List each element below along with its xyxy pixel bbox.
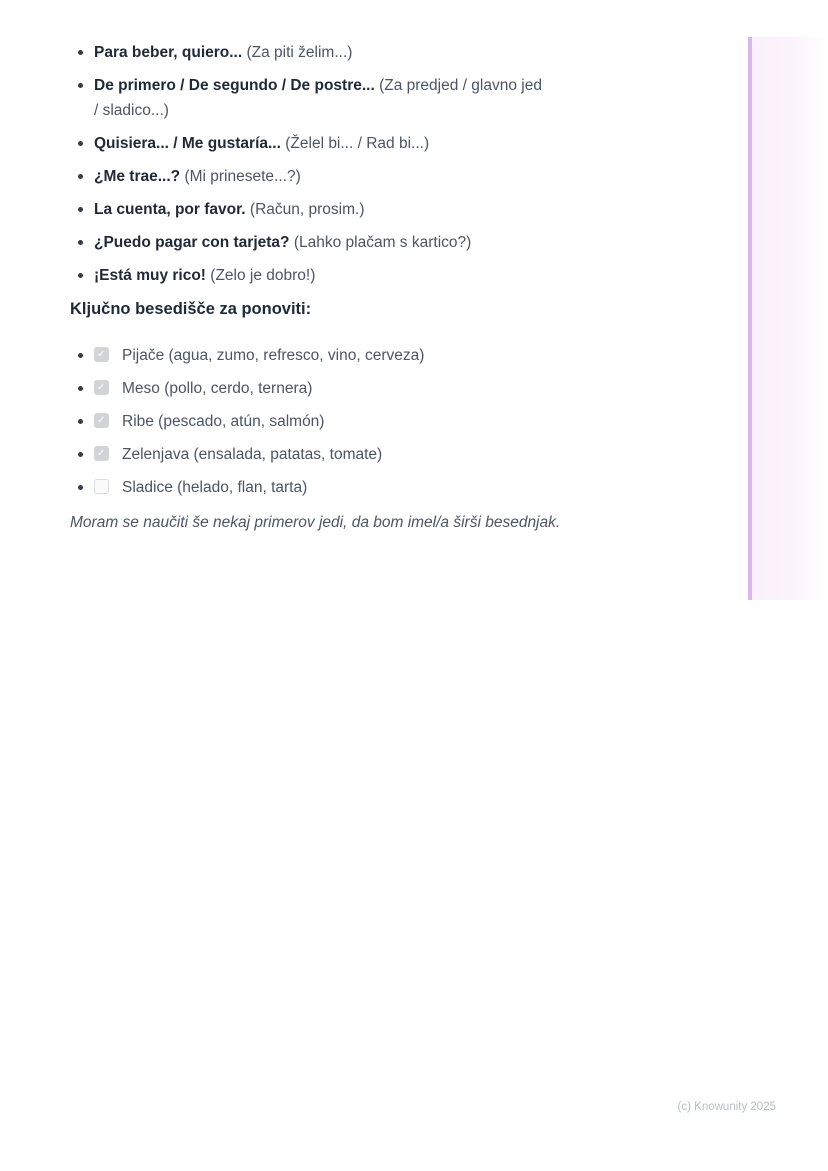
phrase-item [70, 197, 548, 222]
phrase-item [70, 73, 548, 123]
phrase-list [70, 40, 548, 288]
phrase-item [70, 164, 548, 189]
note-text: Moram se naučiti še nekaj primerov jedi, da bom imel/a širši besednjak. [70, 514, 561, 531]
checklist-item [70, 442, 720, 467]
phrase-spanish: Quisiera... / Me gustaría... [94, 135, 281, 152]
checkbox-icon[interactable] [94, 479, 109, 494]
checklist-label: Zelenjava (ensalada, patatas, tomate) [122, 446, 383, 463]
phrase-item [70, 131, 548, 156]
checkbox-icon[interactable] [94, 446, 109, 461]
checklist-item [70, 409, 720, 434]
checklist-label: Ribe (pescado, atún, salmón) [122, 413, 325, 430]
checklist-item [70, 376, 720, 401]
vocab-heading: Ključno besedišče za ponoviti: [70, 300, 312, 318]
phrase-translation: (Za piti želim...) [246, 44, 353, 61]
document-content [70, 40, 720, 535]
phrase-spanish: Para beber, quiero... [94, 44, 243, 61]
phrase-translation: (Zelo je dobro!) [210, 267, 316, 284]
phrase-translation: (Za predjed / glavno jed / sladico...) [94, 77, 542, 119]
phrase-spanish: ¿Me trae...? [94, 168, 181, 185]
phrase-translation: (Račun, prosim.) [249, 201, 365, 218]
checklist-label: Sladice (helado, flan, tarta) [122, 479, 308, 496]
checklist-item [70, 475, 720, 500]
checkbox-icon[interactable] [94, 413, 109, 428]
checklist-label: Pijače (agua, zumo, refresco, vino, cerveza) [122, 347, 425, 364]
phrase-translation: (Mi prinesete...?) [184, 168, 301, 185]
checkbox-icon[interactable] [94, 380, 109, 395]
phrase-spanish: De primero / De segundo / De postre... [94, 77, 375, 94]
checkbox-icon[interactable] [94, 347, 109, 362]
phrase-spanish: ¡Está muy rico! [94, 267, 206, 284]
phrase-spanish: ¿Puedo pagar con tarjeta? [94, 234, 290, 251]
phrase-item [70, 263, 548, 288]
highlight-accent-bar [748, 37, 828, 600]
copyright-footer: (c) Knowunity 2025 [677, 1101, 776, 1113]
checklist-label: Meso (pollo, cerdo, ternera) [122, 380, 313, 397]
phrase-spanish: La cuenta, por favor. [94, 201, 246, 218]
vocab-checklist [70, 343, 720, 500]
phrase-translation: (Želel bi... / Rad bi...) [285, 135, 430, 152]
checklist-item [70, 343, 720, 368]
phrase-item [70, 40, 548, 65]
phrase-item [70, 230, 548, 255]
phrase-translation: (Lahko plačam s kartico?) [293, 234, 472, 251]
